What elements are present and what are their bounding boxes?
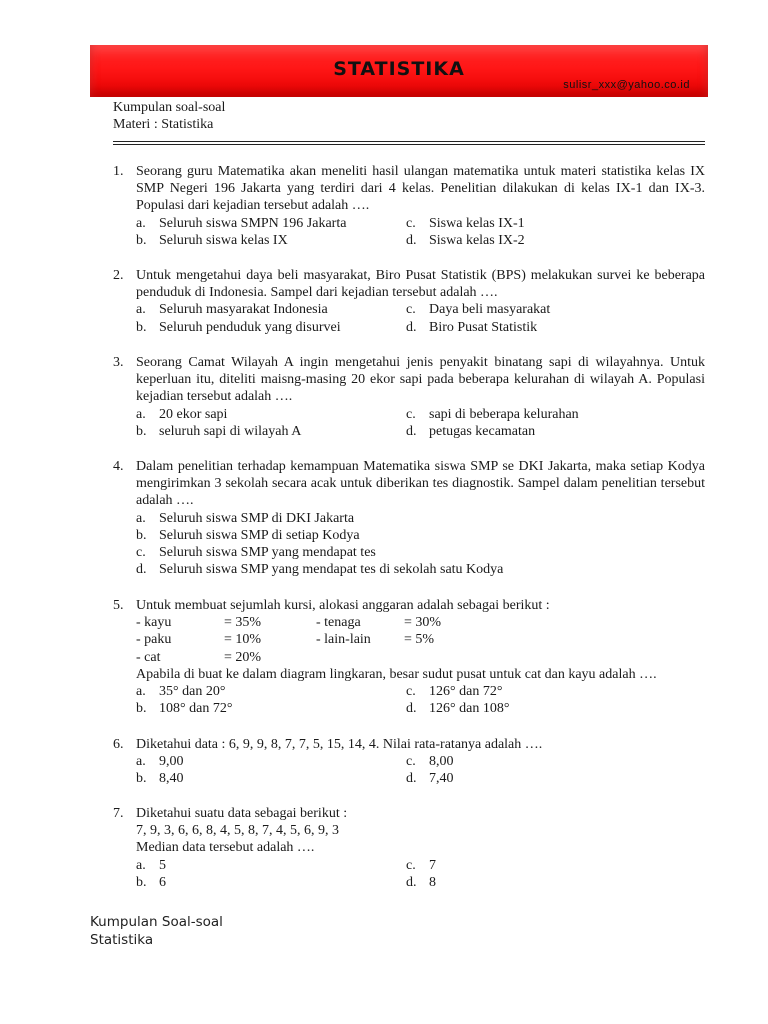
meta-line-subject: Materi : Statistika [113,117,214,132]
question-1 [113,163,705,249]
page-footer [90,913,223,949]
allocation-value: = 35% [224,615,262,631]
option-c: c. 8,00 [406,754,454,770]
question-stem: Diketahui suatu data sebagai berikut : [136,806,348,821]
data-line: 7, 9, 3, 6, 6, 8, 4, 5, 8, 7, 4, 5, 6, 9, 3 [136,823,339,839]
allocation-item: - paku [136,632,172,648]
question-number: 3. [113,355,124,370]
allocation-value: = 30% [404,615,442,631]
option-a: a. Seluruh masyarakat Indonesia [136,302,328,318]
option-b: b. seluruh sapi di wilayah A [136,423,302,439]
option-d: d. petugas kecamatan [406,423,536,439]
allocation-value: = 10% [224,632,262,648]
allocation-item: - lain-lain [316,632,371,648]
option-c: c. Siswa kelas IX-1 [406,215,525,231]
option-d: d. 7,40 [406,771,454,787]
question-stem: Diketahui data : 6, 9, 9, 8, 7, 7, 5, 15, 14, 4. Nilai rata-ratanya adalah …. [136,737,543,752]
option-a: a. 5 [136,857,166,873]
question-followup: Apabila di buat ke dalam diagram lingkaran, besar sudut pusat untuk cat dan kayu adalah …. [136,666,657,682]
question-number: 2. [113,268,124,283]
option-d: d. Seluruh siswa SMP yang mendapat tes di sekolah satu Kodya [136,562,504,578]
footer-line-subject: Statistika [90,932,154,948]
question-3 [113,354,705,440]
question-number: 4. [113,459,124,474]
option-b: b. 6 [136,874,166,890]
option-c: c. Daya beli masyarakat [406,302,551,318]
option-b: b. 108° dan 72° [136,701,233,717]
question-number: 5. [113,598,124,613]
question-5 [113,597,705,717]
option-c: c. 7 [406,857,436,873]
allocation-item: - tenaga [316,615,361,631]
option-b: b. Seluruh siswa SMP di setiap Kodya [136,527,360,543]
option-d: d. 126° dan 108° [406,701,510,717]
question-followup: Median data tersebut adalah …. [136,840,315,856]
option-d: d. Siswa kelas IX-2 [406,232,525,248]
option-b: b. Seluruh penduduk yang disurvei [136,319,341,335]
allocation-table [136,614,705,666]
question-2 [113,267,705,336]
option-b: b. Seluruh siswa kelas IX [136,232,288,248]
author-email: sulisr_xxx@yahoo.co.id [563,79,690,91]
option-a: a. Seluruh siswa SMP di DKI Jakarta [136,510,355,526]
question-7 [113,805,705,891]
question-number: 1. [113,164,124,179]
option-c: c. sapi di beberapa kelurahan [406,406,579,422]
divider [113,144,705,145]
divider [113,141,705,142]
question-stem: Untuk mengetahui daya beli masyarakat, Biro Pusat Statistik (BPS) melakukan survei ke beberapa penduduk di Indonesia. Sampel dari kejadian tersebut adalah …. [136,268,705,301]
question-6 [113,736,705,788]
option-c: c. Seluruh siswa SMP yang mendapat tes [136,545,376,561]
document-meta [113,99,225,133]
option-d: d. Biro Pusat Statistik [406,319,538,335]
footer-line-collection: Kumpulan Soal-soal [90,914,223,930]
question-number: 7. [113,806,124,821]
allocation-value: = 5% [404,632,435,648]
question-stem: Untuk membuat sejumlah kursi, alokasi anggaran adalah sebagai berikut : [136,598,550,613]
question-stem: Seorang guru Matematika akan meneliti hasil ulangan matematika untuk materi statistika kelas IX SMP Negeri 196 Jakarta yang terdiri dari 4 kelas. Penelitian dilakukan di kelas IX-1 dan IX-3. Populasi dari kejadian tersebut adalah …. [136,164,705,214]
option-a: a. 20 ekor sapi [136,406,228,422]
option-a: a. Seluruh siswa SMPN 196 Jakarta [136,215,347,231]
document-title: STATISTIKA [333,58,465,80]
question-stem: Seorang Camat Wilayah A ingin mengetahui jenis penyakit binatang sapi di wilayahnya. Untuk keperluan itu, diteliti maisng-masing 20 ekor sapi pada beberapa kelurahan di wilayah A. Populasi kejadian tersebut adalah …. [136,355,705,405]
option-c: c. 126° dan 72° [406,684,503,700]
option-b: b. 8,40 [136,771,184,787]
question-4 [113,458,705,578]
allocation-value: = 20% [224,649,262,665]
option-a: a. 35° dan 20° [136,684,226,700]
question-stem: Dalam penelitian terhadap kemampuan Matematika siswa SMP se DKI Jakarta, maka setiap Kodya mengirimkan 3 sekolah secara acak untuk diberikan tes diagnostik. Sampel dalam penelitian tersebut adalah …. [136,459,705,509]
option-a: a. 9,00 [136,754,184,770]
allocation-item: - cat [136,649,161,665]
header-banner [90,45,708,97]
option-d: d. 8 [406,874,436,890]
meta-line-collection: Kumpulan soal-soal [113,100,226,115]
question-number: 6. [113,737,124,752]
allocation-item: - kayu [136,615,172,631]
